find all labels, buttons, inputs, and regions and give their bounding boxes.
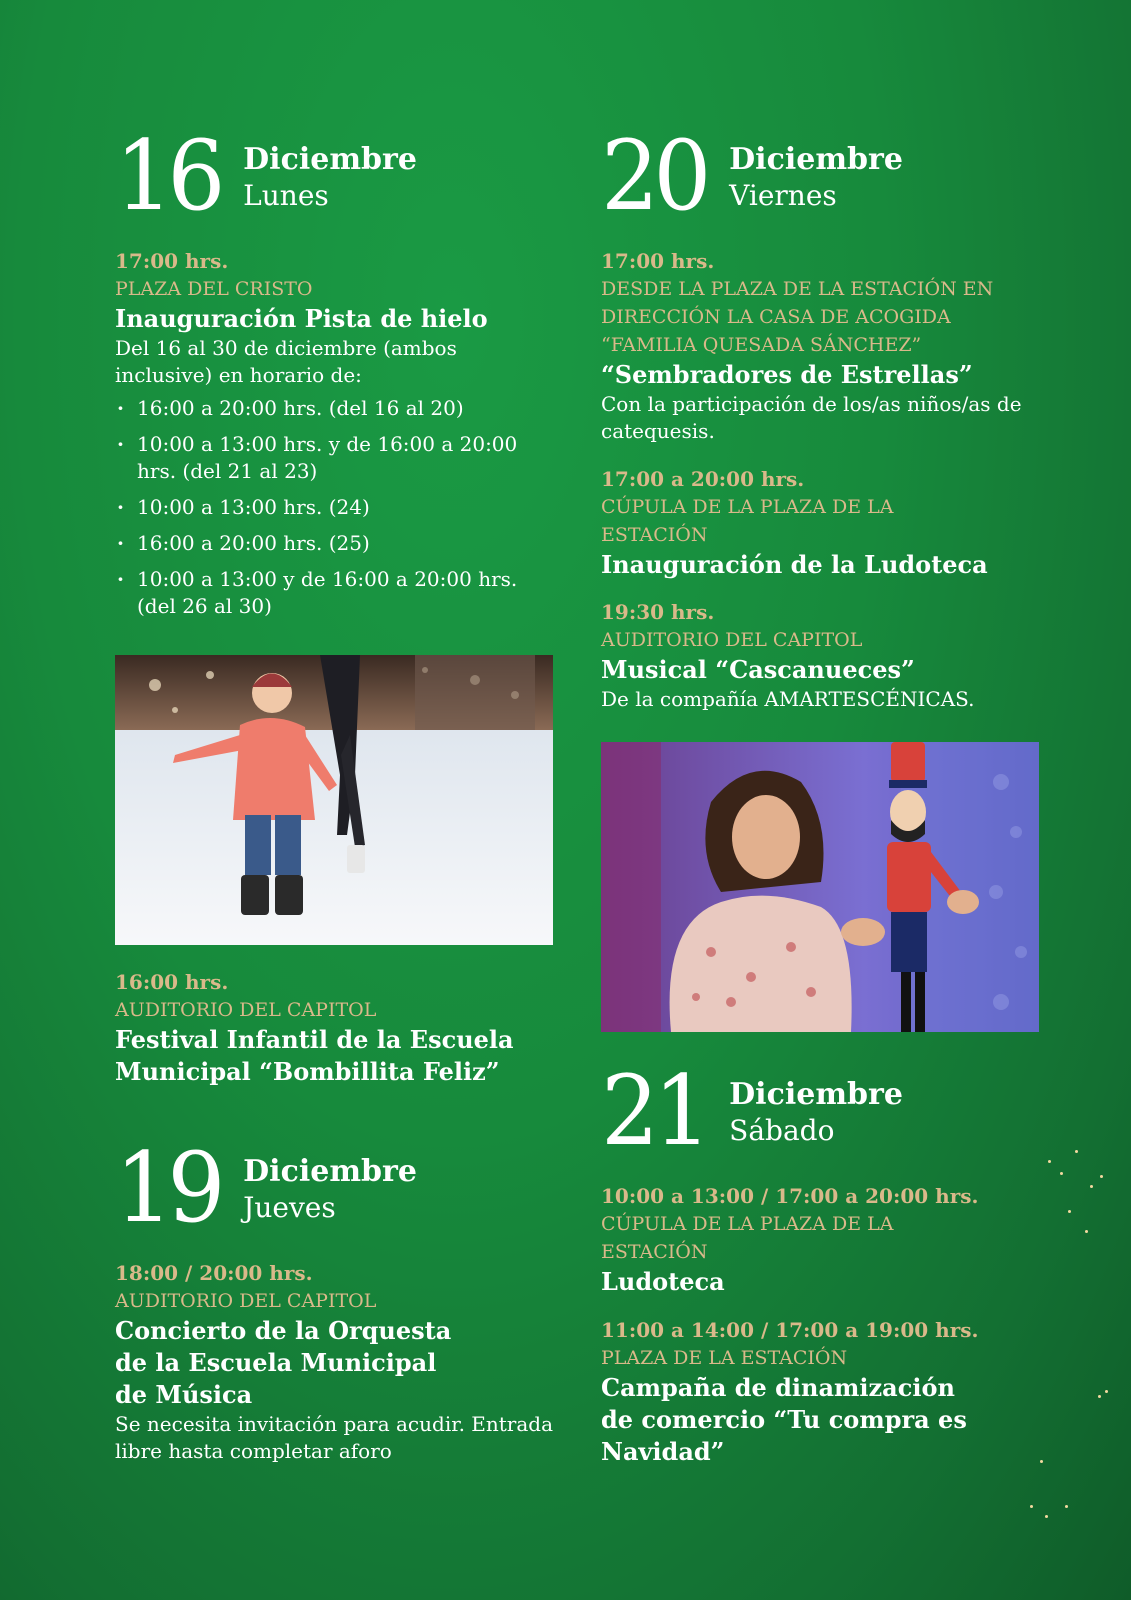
event-sembradores <box>601 247 1041 445</box>
event-title: Festival Infantil de la Escuela Municipal “Bombillita Feliz” <box>115 1025 514 1086</box>
day-weekday: Lunes <box>243 179 329 212</box>
event-place: CÚPULA DE LA PLAZA DE LA ESTACIÓN <box>601 496 894 546</box>
event-time: 18:00 / 20:00 hrs. <box>115 1261 313 1285</box>
event-title: Inauguración Pista de hielo <box>115 304 488 333</box>
event-time: 17:00 hrs. <box>601 249 715 273</box>
event-festival <box>115 968 555 1088</box>
event-place: PLAZA DE LA ESTACIÓN <box>601 1347 848 1369</box>
event-place: PLAZA DEL CRISTO <box>115 278 313 300</box>
event-title: Campaña de dinamización de comercio “Tu compra es Navidad” <box>601 1373 967 1466</box>
event-time: 11:00 a 14:00 / 17:00 a 19:00 hrs. <box>601 1318 979 1342</box>
event-place: AUDITORIO DEL CAPITOL <box>115 1290 377 1312</box>
event-place: CÚPULA DE LA PLAZA DE LA ESTACIÓN <box>601 1213 894 1263</box>
event-place: AUDITORIO DEL CAPITOL <box>601 629 863 651</box>
event-title: Inauguración de la Ludoteca <box>601 550 988 579</box>
event-title: Ludoteca <box>601 1267 725 1296</box>
event-ludoteca-opening <box>601 465 1041 581</box>
event-description: Se necesita invitación para acudir. Entrada libre hasta completar aforo <box>115 1412 554 1463</box>
schedule-list <box>115 395 555 620</box>
day-number: 16 <box>115 120 220 232</box>
day-weekday: Jueves <box>243 1191 336 1224</box>
event-place: AUDITORIO DEL CAPITOL <box>115 999 377 1021</box>
day-number: 20 <box>601 120 706 232</box>
day-header-19 <box>115 1132 417 1244</box>
event-description: Del 16 al 30 de diciembre (ambos inclusive) en horario de: <box>115 336 457 387</box>
schedule-item: · 16:00 a 20:00 hrs. (del 16 al 20) <box>115 395 555 422</box>
event-place: DESDE LA PLAZA DE LA ESTACIÓN EN DIRECCIÓN LA CASA DE ACOGIDA “FAMILIA QUESADA SÁNCHEZ” <box>601 278 994 356</box>
day-month: Diciembre <box>729 142 903 177</box>
day-header-16 <box>115 120 417 232</box>
day-number: 19 <box>115 1132 220 1244</box>
schedule-item: · 10:00 a 13:00 hrs. y de 16:00 a 20:00 hrs. (del 21 al 23) <box>115 431 555 485</box>
ice-skating-photo <box>115 655 553 945</box>
day-month: Diciembre <box>243 1154 417 1189</box>
event-description: Con la participación de los/as niños/as de catequesis. <box>601 392 1022 443</box>
event-ludoteca <box>601 1182 1041 1298</box>
event-time: 17:00 a 20:00 hrs. <box>601 467 805 491</box>
schedule-item: · 10:00 a 13:00 hrs. (24) <box>115 494 555 521</box>
day-month: Diciembre <box>729 1077 903 1112</box>
event-time: 17:00 hrs. <box>115 249 229 273</box>
nutcracker-photo <box>601 742 1039 1032</box>
event-title: “Sembradores de Estrellas” <box>601 360 973 389</box>
event-title: Concierto de la Orquesta de la Escuela Municipal de Música <box>115 1316 452 1409</box>
event-ice-rink <box>115 247 555 629</box>
schedule-item: · 10:00 a 13:00 y de 16:00 a 20:00 hrs. (del 26 al 30) <box>115 566 555 620</box>
event-cascanueces <box>601 598 1041 713</box>
event-time: 16:00 hrs. <box>115 970 229 994</box>
event-title: Musical “Cascanueces” <box>601 655 915 684</box>
event-time: 10:00 a 13:00 / 17:00 a 20:00 hrs. <box>601 1184 979 1208</box>
schedule-item: · 16:00 a 20:00 hrs. (25) <box>115 530 555 557</box>
day-month: Diciembre <box>243 142 417 177</box>
day-weekday: Viernes <box>729 179 837 212</box>
day-weekday: Sábado <box>729 1114 835 1147</box>
event-concert <box>115 1259 555 1465</box>
event-description: De la compañía AMARTESCÉNICAS. <box>601 687 975 711</box>
day-number: 21 <box>601 1055 706 1167</box>
event-time: 19:30 hrs. <box>601 600 715 624</box>
day-header-20 <box>601 120 903 232</box>
day-header-21 <box>601 1055 903 1167</box>
event-campana <box>601 1316 1041 1468</box>
